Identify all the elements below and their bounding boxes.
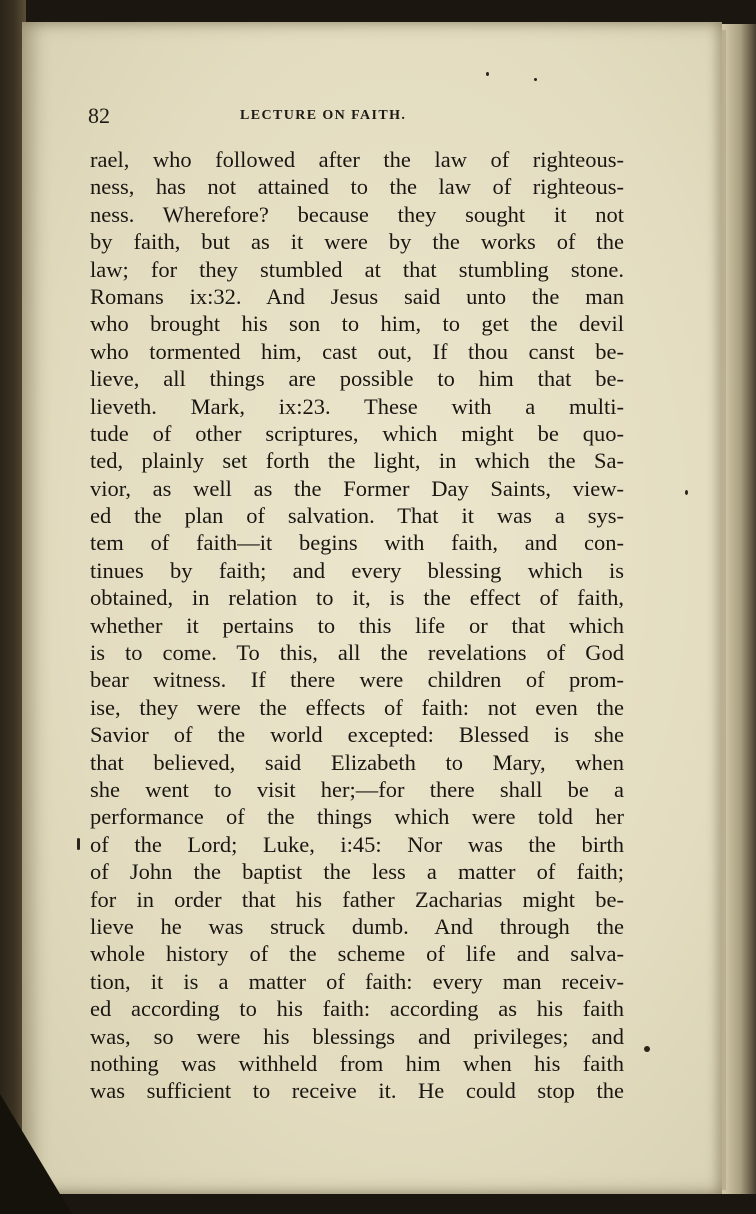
running-title: LECTURE ON FAITH. <box>240 108 407 123</box>
text-line: was, so were his blessings and privileges; and <box>90 1023 624 1049</box>
paper-speck <box>486 72 489 76</box>
text-line: who brought his son to him, to get the devil <box>90 311 624 337</box>
text-line: tion, it is a matter of faith: every man receiv- <box>90 968 624 994</box>
text-line: is to come. To this, all the revelations of God <box>90 640 624 666</box>
text-line: vior, as well as the Former Day Saints, view- <box>90 475 624 501</box>
paper-speck <box>77 838 80 850</box>
text-line: tude of other scriptures, which might be quo- <box>90 420 624 446</box>
text-line: she went to visit her;—for there shall be a <box>90 776 624 802</box>
text-line: ness. Wherefore? because they sought it not <box>90 201 624 227</box>
text-line: ed according to his faith: according as his faith <box>90 996 624 1022</box>
text-line: lieve he was struck dumb. And through the <box>90 913 624 939</box>
text-line: that believed, said Elizabeth to Mary, when <box>90 749 624 775</box>
text-line: lieveth. Mark, ix:23. These with a multi- <box>90 393 624 419</box>
text-line: of John the baptist the less a matter of faith; <box>90 859 624 885</box>
text-line: ed the plan of salvation. That it was a sys- <box>90 503 624 529</box>
text-line: tinues by faith; and every blessing which is <box>90 557 624 583</box>
text-line: ted, plainly set forth the light, in which the Sa- <box>90 448 624 474</box>
text-line: bear witness. If there were children of prom- <box>90 667 624 693</box>
text-line: Romans ix:32. And Jesus said unto the man <box>90 283 624 309</box>
paper-speck <box>534 78 537 81</box>
text-line: for in order that his father Zacharias might be- <box>90 886 624 912</box>
text-line: by faith, but as it were by the works of the <box>90 229 624 255</box>
paper-speck <box>644 1046 650 1052</box>
text-line: nothing was withheld from him when his faith <box>90 1050 624 1076</box>
body-text <box>90 146 624 1105</box>
text-line: law; for they stumbled at that stumbling stone. <box>90 256 624 282</box>
text-line: was sufficient to receive it. He could stop the <box>90 1078 624 1104</box>
page-number: 82 <box>88 103 110 128</box>
text-line: of the Lord; Luke, i:45: Nor was the birth <box>90 831 624 857</box>
text-line: performance of the things which were told her <box>90 804 624 830</box>
page-header <box>88 103 628 129</box>
paper-speck <box>685 490 688 495</box>
text-line: rael, who followed after the law of righteous- <box>90 147 624 172</box>
text-line: ise, they were the effects of faith: not even the <box>90 694 624 720</box>
text-line: Savior of the world excepted: Blessed is she <box>90 722 624 748</box>
text-line: ness, has not attained to the law of righteous- <box>90 174 624 200</box>
text-line: tem of faith—it begins with faith, and con- <box>90 530 624 556</box>
text-line: lieve, all things are possible to him that be- <box>90 366 624 392</box>
text-line: obtained, in relation to it, is the effect of faith, <box>90 585 624 611</box>
text-line: who tormented him, cast out, If thou canst be- <box>90 338 624 364</box>
folded-corner <box>0 1094 72 1214</box>
text-line: whole history of the scheme of life and salva- <box>90 941 624 967</box>
text-line: whether it pertains to this life or that which <box>90 612 624 638</box>
